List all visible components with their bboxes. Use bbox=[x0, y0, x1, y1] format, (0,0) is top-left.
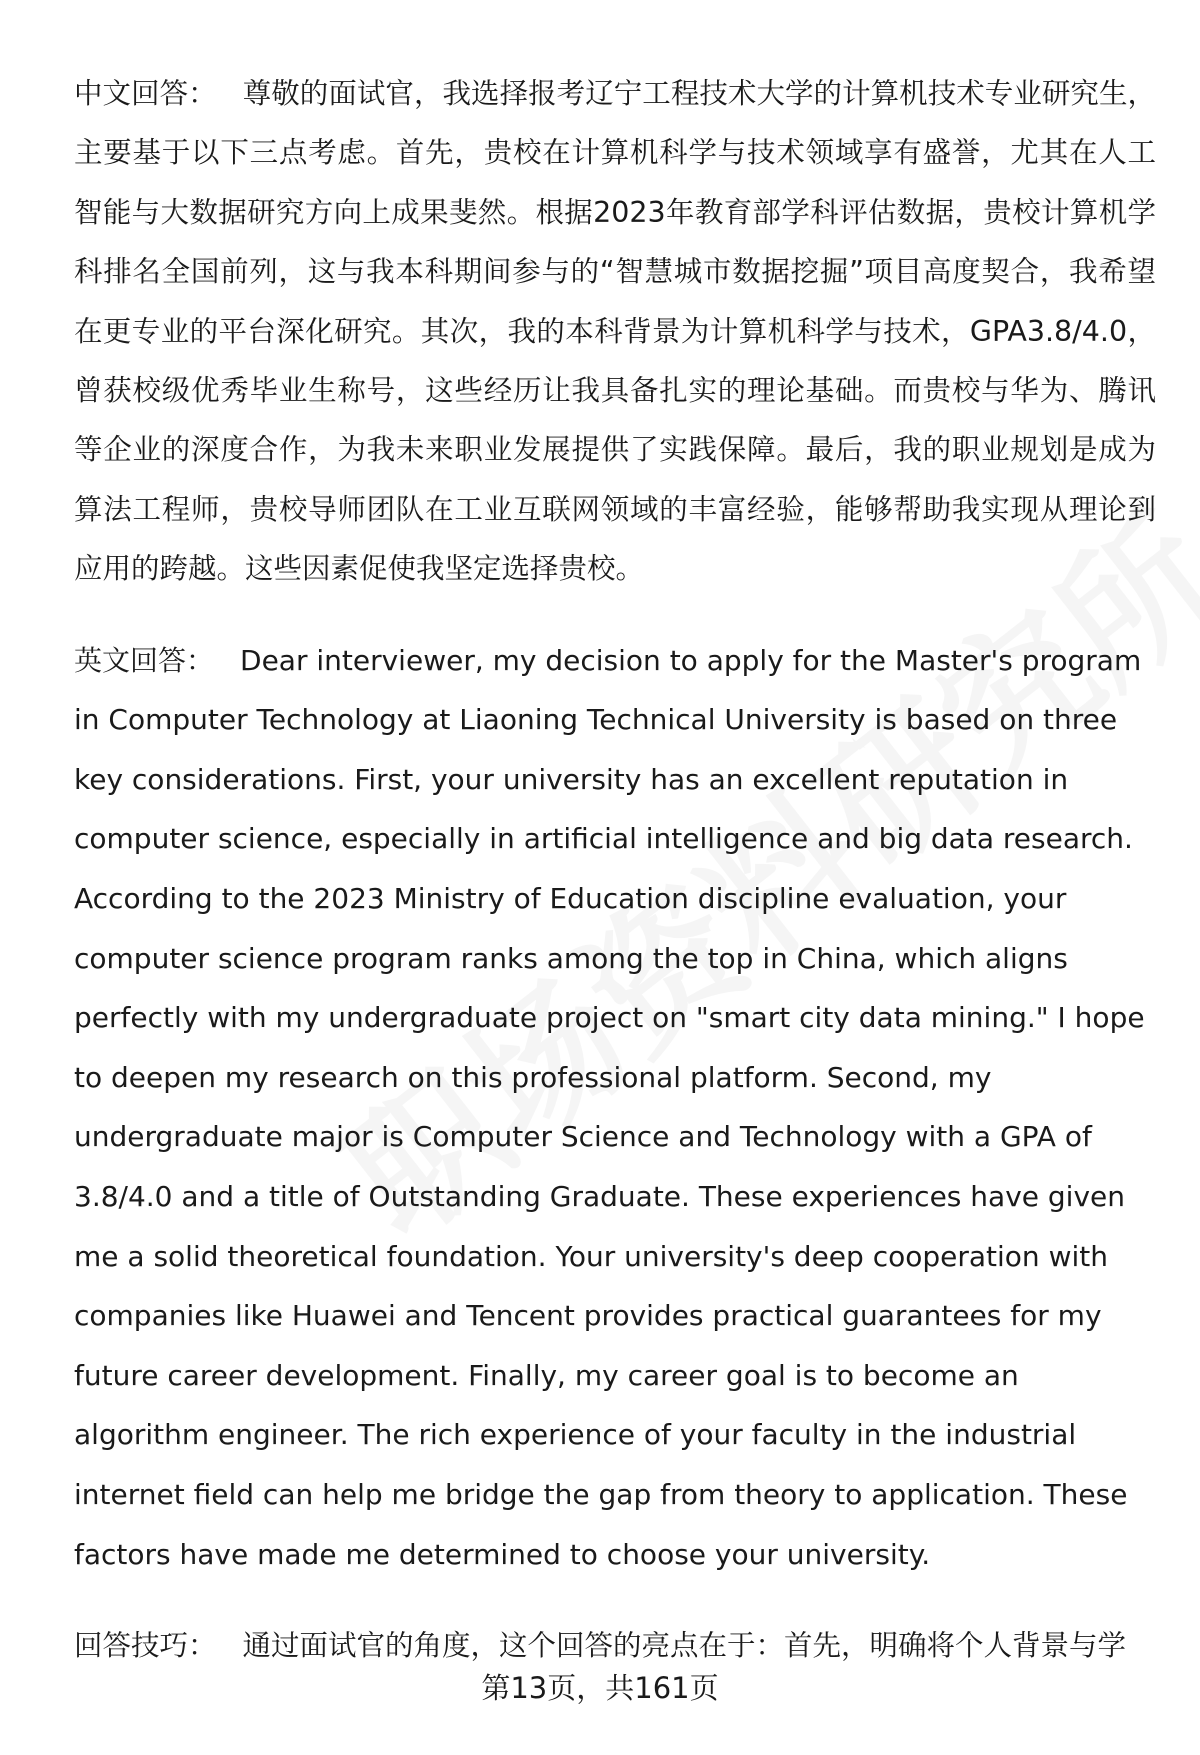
document-content bbox=[74, 64, 1156, 1708]
answer-tips-paragraph bbox=[74, 1616, 1156, 1675]
english-answer-label: 英文回答： bbox=[74, 643, 215, 677]
chinese-answer-label: 中文回答： bbox=[74, 77, 217, 110]
english-answer-paragraph bbox=[74, 631, 1156, 1585]
chinese-answer-paragraph bbox=[74, 64, 1156, 599]
answer-tips-label: 回答技巧： bbox=[74, 1629, 217, 1663]
english-answer-text: Dear interviewer, my decision to apply for the Master's program in Computer Technology at Liaoning Technical University is based on three key considerations. First, your university has an excellent reputation in computer science, especially in artificial intelligence and big data research. According to the 2023 Ministry of Education discipline evaluation, your computer science program ranks among the top in China, which aligns perfectly with my undergraduate project on "smart city data mining." I hope to deepen my research on this professional platform. Second, my undergraduate major is Computer Science and Technology with a GPA of 3.8/4.0 and a title of Outstanding Graduate. These experiences have given me a solid theoretical foundation. Your university's deep cooperation with companies like Huawei and Tencent provides practical guarantees for my future career development. Finally, my career goal is to become an algorithm engineer. The rich experience of your faculty in the industrial internet field can help me bridge the gap from theory to application. These factors have made me determined to choose your university. bbox=[74, 643, 1145, 1571]
chinese-answer-text: 尊敬的面试官，我选择报考辽宁工程技术大学的计算机技术专业研究生，主要基于以下三点考虑。首先，贵校在计算机科学与技术领域享有盛誉，尤其在人工智能与大数据研究方向上成果斐然。根据2023年教育部学科评估数据，贵校计算机学科排名全国前列，这与我本科期间参与的“智慧城市数据挖掘”项目高度契合，我希望在更专业的平台深化研究。其次，我的本科背景为计算机科学与技术，GPA3.8/4.0，曾获校级优秀毕业生称号，这些经历让我具备扎实的理论基础。而贵校与华为、腾讯等企业的深度合作，为我未来职业发展提供了实践保障。最后，我的职业规划是成为算法工程师，贵校导师团队在工业互联网领域的丰富经验，能够帮助我实现从理论到应用的跨越。这些因素促使我坚定选择贵校。 bbox=[74, 77, 1156, 586]
page-indicator: 第13页，共161页 bbox=[481, 1671, 719, 1705]
answer-tips-text: 通过面试官的角度，这个回答的亮点在于：首先，明确将个人背景与学 bbox=[242, 1629, 1127, 1663]
